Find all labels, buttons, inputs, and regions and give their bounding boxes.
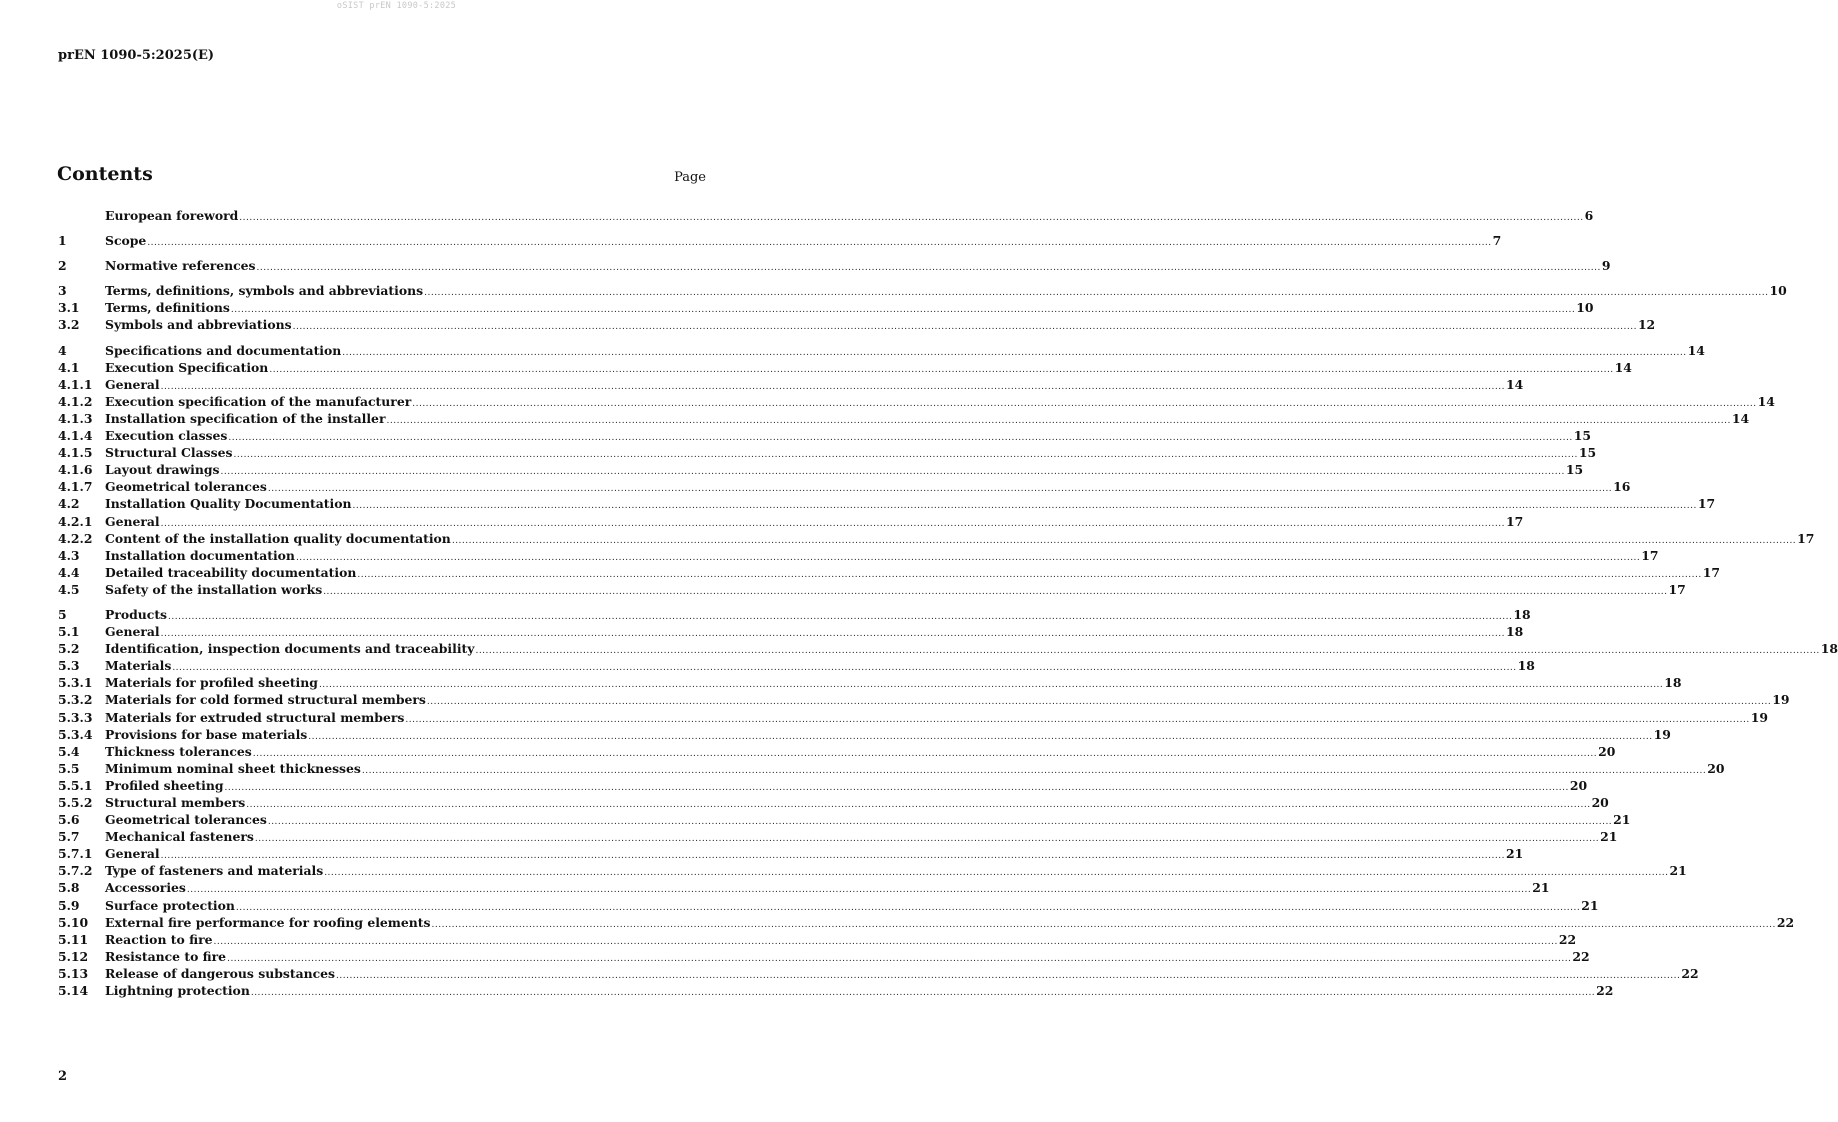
toc-dot-leader: ................................................................................................................................................................................................................................................................................................................................................................................................................ <box>324 868 1669 879</box>
toc-entry[interactable] <box>58 743 1616 761</box>
toc-entry[interactable] <box>58 300 1594 317</box>
toc-entry[interactable] <box>58 897 1599 915</box>
toc-entry[interactable] <box>58 777 1588 795</box>
table-of-contents <box>58 208 1838 1000</box>
toc-entry-page: 21 <box>1532 880 1550 896</box>
toc-entry-number: 5.1 <box>58 624 80 640</box>
toc-entry[interactable] <box>58 462 1584 479</box>
watermark: oSIST prEN 1090-5:2025 <box>336 1 457 11</box>
toc-entry-number: 5.6 <box>58 812 80 828</box>
toc-entry-page: 6 <box>1584 208 1594 223</box>
toc-entry[interactable] <box>58 393 1775 411</box>
toc-entry-page: 17 <box>1505 513 1524 529</box>
toc-entry-page: 21 <box>1505 846 1524 862</box>
toc-entry-title: Provisions for base materials <box>105 726 308 742</box>
toc-entry-title: Structural Classes <box>105 445 233 461</box>
toc-dot-leader: ................................................................................................................................................................................................................................................................................................................................................................................................................ <box>239 213 1584 223</box>
toc-dot-leader: ................................................................................................................................................................................................................................................................................................................................................................................................................ <box>318 680 1664 691</box>
toc-entry-page: 17 <box>1797 530 1815 546</box>
toc-entry-number: 5.7.1 <box>58 846 93 862</box>
toc-entry-title: Detailed traceability documentation <box>105 564 357 580</box>
toc-entry-number: 5.3 <box>58 658 80 674</box>
toc-entry-page: 20 <box>1598 743 1616 759</box>
toc-entry[interactable] <box>58 709 1768 727</box>
toc-entry-number: 5.12 <box>58 948 89 964</box>
toc-entry-number: 5.3.1 <box>58 675 93 691</box>
toc-entry-title: Lightning protection <box>105 983 250 999</box>
toc-entry[interactable] <box>58 624 1524 641</box>
toc-entry-number: 4.3 <box>58 547 80 563</box>
toc-entry-number: 5.2 <box>58 641 80 657</box>
toc-entry[interactable] <box>58 359 1632 377</box>
toc-entry-number: 5.3.4 <box>58 726 93 742</box>
toc-entry-page: 12 <box>1637 317 1656 333</box>
toc-dot-leader: ................................................................................................................................................................................................................................................................................................................................................................................................................ <box>233 450 1578 461</box>
toc-dot-leader: ................................................................................................................................................................................................................................................................................................................................................................................................................ <box>405 714 1750 725</box>
toc-entry-page: 21 <box>1669 863 1687 879</box>
page-number: 2 <box>58 1069 68 1084</box>
toc-dot-leader: ................................................................................................................................................................................................................................................................................................................................................................................................................ <box>342 347 1687 358</box>
toc-entry-page: 18 <box>1505 624 1524 640</box>
toc-entry-page: 17 <box>1697 496 1716 512</box>
toc-entry-page: 22 <box>1572 948 1590 964</box>
document-id: prEN 1090-5:2025(E) <box>58 48 215 63</box>
toc-entry-page: 7 <box>1492 233 1502 249</box>
toc-entry-title: Normative references <box>105 258 256 274</box>
toc-entry-page: 17 <box>1668 581 1686 597</box>
toc-entry-number: 5.11 <box>58 931 89 947</box>
toc-entry[interactable] <box>58 606 1531 624</box>
toc-dot-leader: ................................................................................................................................................................................................................................................................................................................................................................................................................ <box>412 398 1757 409</box>
toc-entry-page: 22 <box>1596 983 1614 999</box>
toc-entry-title: Scope <box>105 233 147 249</box>
toc-entry-page: 15 <box>1578 445 1597 461</box>
toc-dot-leader: ................................................................................................................................................................................................................................................................................................................................................................................................................ <box>160 851 1505 862</box>
toc-entry-number: 4.1.3 <box>58 410 93 426</box>
toc-entry-page: 10 <box>1576 300 1594 316</box>
toc-dot-leader: ................................................................................................................................................................................................................................................................................................................................................................................................................ <box>426 697 1772 708</box>
toc-entry-number: 3.1 <box>58 300 80 316</box>
toc-entry-title: Surface protection <box>105 897 235 913</box>
toc-entry-number: 5.5.2 <box>58 795 93 810</box>
toc-dot-leader: ................................................................................................................................................................................................................................................................................................................................................................................................................ <box>230 305 1576 316</box>
toc-entry[interactable] <box>58 208 1594 225</box>
toc-entry-title: General <box>105 513 160 529</box>
toc-dot-leader: ................................................................................................................................................................................................................................................................................................................................................................................................................ <box>168 611 1513 622</box>
toc-entry[interactable] <box>58 965 1699 983</box>
toc-entry-title: Resistance to fire <box>105 948 227 964</box>
toc-entry[interactable] <box>58 530 1815 548</box>
toc-dot-leader: ................................................................................................................................................................................................................................................................................................................................................................................................................ <box>228 433 1573 444</box>
toc-entry-title: European foreword <box>105 208 239 223</box>
toc-entry[interactable] <box>58 863 1687 880</box>
toc-dot-leader: ................................................................................................................................................................................................................................................................................................................................................................................................................ <box>451 535 1797 546</box>
toc-entry-title: Structural members <box>105 795 246 810</box>
toc-entry-title: Installation documentation <box>105 547 295 563</box>
toc-entry[interactable] <box>58 283 1787 300</box>
toc-entry-number: 4 <box>58 342 67 358</box>
toc-entry-number: 3 <box>58 283 67 299</box>
toc-entry-number: 5.5 <box>58 760 80 776</box>
toc-entry-title: Products <box>105 606 168 622</box>
toc-entry-title: Installation Quality Documentation <box>105 496 352 512</box>
toc-entry-title: Installation specification of the installer <box>105 410 386 426</box>
toc-entry-number: 5.7.2 <box>58 863 93 879</box>
toc-entry-number: 4.1 <box>58 359 80 375</box>
toc-dot-leader: ................................................................................................................................................................................................................................................................................................................................................................................................................ <box>357 569 1702 580</box>
toc-dot-leader: ................................................................................................................................................................................................................................................................................................................................................................................................................ <box>213 936 1558 947</box>
toc-entry-title: Profiled sheeting <box>105 777 224 793</box>
toc-entry-page: 18 <box>1517 658 1535 674</box>
toc-entry[interactable] <box>58 812 1631 829</box>
toc-entry-title: Materials for extruded structural members <box>105 709 405 725</box>
toc-entry-number: 2 <box>58 258 67 274</box>
toc-entry-title: Execution Specification <box>105 359 269 375</box>
toc-entry-number: 4.1.4 <box>58 428 93 444</box>
toc-entry-title: Terms, definitions <box>105 300 230 316</box>
toc-entry[interactable] <box>58 376 1524 394</box>
toc-entry-title: Accessories <box>105 880 186 896</box>
toc-dot-leader: ................................................................................................................................................................................................................................................................................................................................................................................................................ <box>292 322 1637 333</box>
toc-dot-leader: ................................................................................................................................................................................................................................................................................................................................................................................................................ <box>220 467 1565 478</box>
toc-dot-leader: ................................................................................................................................................................................................................................................................................................................................................................................................................ <box>267 817 1613 828</box>
toc-dot-leader: ................................................................................................................................................................................................................................................................................................................................................................................................................ <box>295 552 1641 563</box>
toc-entry-page: 10 <box>1769 283 1787 299</box>
toc-entry-title: Mechanical fasteners <box>105 829 254 845</box>
toc-entry-number: 4.1.1 <box>58 376 93 392</box>
toc-entry-title: Symbols and abbreviations <box>105 317 292 333</box>
toc-entry-number: 1 <box>58 233 67 249</box>
toc-entry-page: 19 <box>1750 709 1768 725</box>
toc-dot-leader: ................................................................................................................................................................................................................................................................................................................................................................................................................ <box>254 834 1600 845</box>
toc-entry[interactable] <box>58 846 1524 863</box>
toc-entry-number: 5.9 <box>58 897 80 913</box>
toc-entry-title: Layout drawings <box>105 462 220 478</box>
toc-entry-page: 14 <box>1731 410 1750 426</box>
toc-entry[interactable] <box>58 496 1716 513</box>
toc-dot-leader: ................................................................................................................................................................................................................................................................................................................................................................................................................ <box>160 629 1505 640</box>
toc-entry[interactable] <box>58 931 1577 949</box>
toc-entry-title: Execution classes <box>105 428 228 444</box>
toc-entry[interactable] <box>58 581 1686 599</box>
toc-entry-title: Thickness tolerances <box>105 743 252 759</box>
toc-entry-title: Safety of the installation works <box>105 581 323 597</box>
toc-entry[interactable] <box>58 513 1524 531</box>
toc-entry-number: 5.4 <box>58 743 80 759</box>
toc-entry-page: 18 <box>1513 606 1531 622</box>
toc-entry-number: 5.5.1 <box>58 777 93 793</box>
toc-entry-number: 5 <box>58 606 67 622</box>
toc-entry-page: 14 <box>1614 359 1632 375</box>
toc-entry-title: Materials for cold formed structural members <box>105 692 426 708</box>
toc-entry[interactable] <box>58 914 1795 932</box>
toc-entry-number: 4.1.6 <box>58 462 93 478</box>
toc-entry[interactable] <box>58 829 1618 846</box>
toc-entry-page: 15 <box>1573 428 1591 444</box>
toc-dot-leader: ................................................................................................................................................................................................................................................................................................................................................................................................................ <box>386 415 1731 426</box>
toc-entry-title: Release of dangerous substances <box>105 965 336 981</box>
toc-dot-leader: ................................................................................................................................................................................................................................................................................................................................................................................................................ <box>431 919 1776 930</box>
toc-entry[interactable] <box>58 317 1656 334</box>
toc-entry[interactable] <box>58 258 1611 275</box>
toc-entry[interactable] <box>58 948 1590 966</box>
toc-entry-page: 19 <box>1653 726 1671 742</box>
toc-entry-title: Terms, definitions, symbols and abbreviations <box>105 283 424 299</box>
toc-entry-number: 5.7 <box>58 829 80 845</box>
toc-entry[interactable] <box>58 445 1597 462</box>
toc-entry-title: Geometrical tolerances <box>105 479 267 495</box>
toc-entry-page: 17 <box>1702 564 1720 580</box>
toc-entry[interactable] <box>58 479 1631 496</box>
toc-entry[interactable] <box>58 342 1705 360</box>
toc-entry-title: General <box>105 376 160 392</box>
toc-entry-title: General <box>105 624 160 640</box>
toc-dot-leader: ................................................................................................................................................................................................................................................................................................................................................................................................................ <box>160 518 1505 529</box>
toc-entry-page: 20 <box>1707 760 1725 776</box>
toc-dot-leader: ................................................................................................................................................................................................................................................................................................................................................................................................................ <box>475 646 1820 657</box>
toc-entry[interactable] <box>58 641 1838 658</box>
toc-entry[interactable] <box>58 795 1609 812</box>
toc-entry-number: 5.13 <box>58 965 89 981</box>
toc-entry-title: Reaction to fire <box>105 931 213 947</box>
toc-entry-number: 5.10 <box>58 914 89 930</box>
toc-entry[interactable] <box>58 692 1790 709</box>
toc-dot-leader: ................................................................................................................................................................................................................................................................................................................................................................................................................ <box>323 586 1668 597</box>
toc-entry-page: 14 <box>1505 376 1524 392</box>
toc-entry-page: 22 <box>1558 931 1577 947</box>
toc-dot-leader: ................................................................................................................................................................................................................................................................................................................................................................................................................ <box>246 800 1591 810</box>
toc-entry-title: Specifications and documentation <box>105 342 342 358</box>
toc-entry[interactable] <box>58 983 1614 1000</box>
toc-entry-title: Content of the installation quality documentation <box>105 530 451 546</box>
toc-entry[interactable] <box>58 726 1671 744</box>
toc-dot-leader: ................................................................................................................................................................................................................................................................................................................................................................................................................ <box>227 953 1572 964</box>
toc-entry-number: 5.3.2 <box>58 692 93 708</box>
toc-entry-title: Type of fasteners and materials <box>105 863 324 879</box>
toc-dot-leader: ................................................................................................................................................................................................................................................................................................................................................................................................................ <box>160 381 1505 392</box>
toc-entry[interactable] <box>58 410 1750 428</box>
toc-entry-page: 20 <box>1569 777 1588 793</box>
toc-entry-page: 21 <box>1581 897 1599 913</box>
toc-dot-leader: ................................................................................................................................................................................................................................................................................................................................................................................................................ <box>336 970 1681 981</box>
toc-entry[interactable] <box>58 675 1682 692</box>
toc-dot-leader: ................................................................................................................................................................................................................................................................................................................................................................................................................ <box>269 364 1614 375</box>
contents-heading: Contents <box>57 163 153 185</box>
toc-entry-page: 22 <box>1681 965 1699 981</box>
toc-entry-page: 16 <box>1613 479 1631 495</box>
toc-dot-leader: ................................................................................................................................................................................................................................................................................................................................................................................................................ <box>235 902 1581 913</box>
toc-entry-number: 5.14 <box>58 983 89 999</box>
toc-dot-leader: ................................................................................................................................................................................................................................................................................................................................................................................................................ <box>172 663 1517 674</box>
toc-dot-leader: ................................................................................................................................................................................................................................................................................................................................................................................................................ <box>256 263 1601 274</box>
toc-dot-leader: ................................................................................................................................................................................................................................................................................................................................................................................................................ <box>186 885 1532 896</box>
toc-entry[interactable] <box>58 658 1535 675</box>
toc-dot-leader: ................................................................................................................................................................................................................................................................................................................................................................................................................ <box>250 988 1596 999</box>
toc-entry-number: 5.3.3 <box>58 709 93 725</box>
toc-entry-title: Materials <box>105 658 172 674</box>
page-column-label: Page <box>674 170 706 185</box>
toc-entry-number: 4.1.2 <box>58 393 93 409</box>
toc-entry-page: 18 <box>1664 675 1682 691</box>
toc-entry-page: 21 <box>1613 812 1631 828</box>
toc-entry-page: 19 <box>1772 692 1790 708</box>
toc-entry-number: 4.1.7 <box>58 479 93 495</box>
toc-dot-leader: ................................................................................................................................................................................................................................................................................................................................................................................................................ <box>267 484 1613 495</box>
toc-entry-number: 4.2.2 <box>58 530 93 546</box>
toc-entry-number: 4.2 <box>58 496 80 512</box>
toc-entry-title: External fire performance for roofing elements <box>105 914 431 930</box>
toc-entry-title: Minimum nominal sheet thicknesses <box>105 760 361 776</box>
toc-entry-title: Identification, inspection documents and traceability <box>105 641 475 657</box>
toc-entry-number: 4.1.5 <box>58 445 93 461</box>
toc-entry-number: 3.2 <box>58 317 80 333</box>
toc-entry-page: 22 <box>1776 914 1795 930</box>
toc-entry-number: 4.2.1 <box>58 513 93 529</box>
toc-entry-number: 4.4 <box>58 564 80 580</box>
toc-entry[interactable] <box>58 880 1550 897</box>
toc-entry-title: Execution specification of the manufacturer <box>105 393 412 409</box>
toc-entry-page: 17 <box>1641 547 1659 563</box>
toc-entry-page: 14 <box>1757 393 1775 409</box>
toc-dot-leader: ................................................................................................................................................................................................................................................................................................................................................................................................................ <box>424 288 1769 299</box>
toc-dot-leader: ................................................................................................................................................................................................................................................................................................................................................................................................................ <box>224 782 1569 793</box>
toc-entry-page: 15 <box>1565 462 1584 478</box>
toc-entry-number: 5.8 <box>58 880 80 896</box>
toc-dot-leader: ................................................................................................................................................................................................................................................................................................................................................................................................................ <box>352 501 1697 512</box>
toc-entry-page: 21 <box>1600 829 1618 845</box>
toc-entry[interactable] <box>58 428 1591 445</box>
toc-entry[interactable] <box>58 233 1502 250</box>
toc-dot-leader: ................................................................................................................................................................................................................................................................................................................................................................................................................ <box>147 238 1492 249</box>
toc-entry[interactable] <box>58 760 1725 778</box>
toc-entry[interactable] <box>58 547 1659 565</box>
toc-dot-leader: ................................................................................................................................................................................................................................................................................................................................................................................................................ <box>252 748 1598 759</box>
toc-entry-number: 4.5 <box>58 581 80 597</box>
toc-entry-title: General <box>105 846 160 862</box>
toc-entry[interactable] <box>58 564 1720 582</box>
toc-entry-page: 18 <box>1820 641 1838 657</box>
toc-entry-page: 20 <box>1591 795 1609 810</box>
toc-dot-leader: ................................................................................................................................................................................................................................................................................................................................................................................................................ <box>361 765 1707 776</box>
toc-entry-page: 9 <box>1601 258 1611 274</box>
toc-entry-page: 14 <box>1687 342 1705 358</box>
toc-entry-title: Materials for profiled sheeting <box>105 675 318 691</box>
toc-dot-leader: ................................................................................................................................................................................................................................................................................................................................................................................................................ <box>308 731 1653 742</box>
toc-entry-title: Geometrical tolerances <box>105 812 267 828</box>
